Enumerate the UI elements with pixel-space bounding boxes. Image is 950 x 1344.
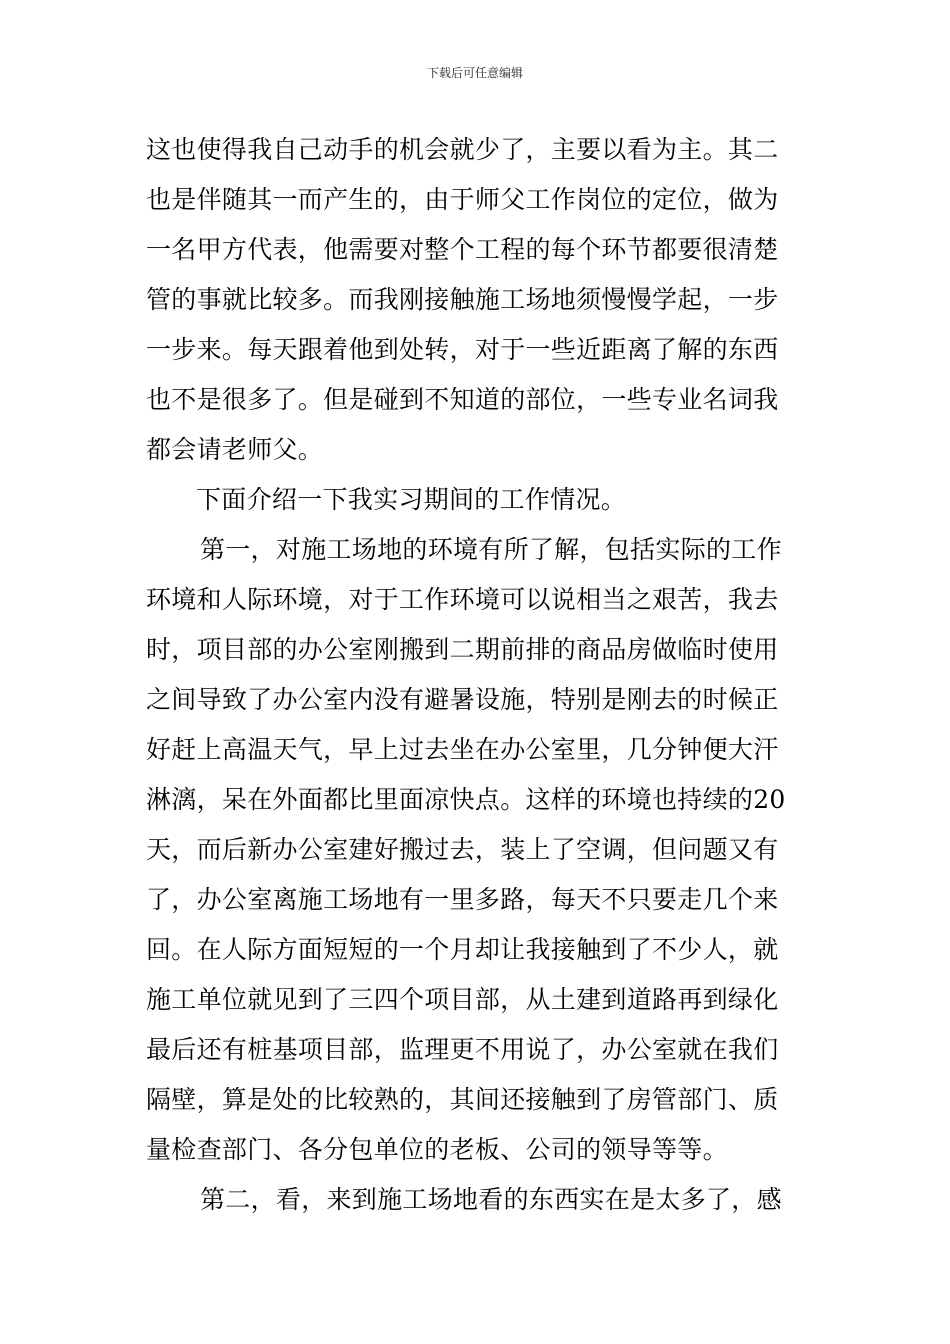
text-line: 隔壁，算是处的比较熟的，其间还接触到了房管部门、质 (146, 1085, 779, 1114)
text-line: 最后还有桩基项目部，监理更不用说了，办公室就在我们 (146, 1035, 779, 1064)
text-line: 施工单位就见到了三四个项目部，从土建到道路再到绿化 (146, 985, 779, 1014)
text-line: 管的事就比较多。而我刚接触施工场地须慢慢学起，一步 (146, 285, 779, 314)
text-line: 回。在人际方面短短的一个月却让我接触到了不少人，就 (146, 935, 779, 964)
text-line: 时，项目部的办公室刚搬到二期前排的商品房做临时使用 (146, 635, 779, 664)
text-line: 第一，对施工场地的环境有所了解，包括实际的工作 (200, 535, 782, 564)
text-line: 环境和人际环境，对于工作环境可以说相当之艰苦，我去 (146, 585, 779, 614)
text-line: 之间导致了办公室内没有避暑设施，特别是刚去的时候正 (146, 685, 779, 714)
text-line: 量检查部门、各分包单位的老板、公司的领导等等。 (146, 1135, 728, 1164)
text-line: 天，而后新办公室建好搬过去，装上了空调，但问题又有 (146, 835, 779, 864)
text-line: 淋漓，呆在外面都比里面凉快点。这样的环境也持续的20 (146, 785, 786, 814)
text-line: 这也使得我自己动手的机会就少了，主要以看为主。其二 (146, 135, 779, 164)
text-line: 了，办公室离施工场地有一里多路，每天不只要走几个来 (146, 885, 779, 914)
text-line: 都会请老师父。 (146, 435, 324, 464)
text-line: 也是伴随其一而产生的，由于师父工作岗位的定位，做为 (146, 185, 779, 214)
text-line: 好赶上高温天气，早上过去坐在办公室里，几分钟便大汗 (146, 735, 779, 764)
text-line: 下面介绍一下我实习期间的工作情况。 (196, 485, 627, 514)
text-line: 也不是很多了。但是碰到不知道的部位，一些专业名词我 (146, 385, 779, 414)
text-line: 一步来。每天跟着他到处转，对于一些近距离了解的东西 (146, 335, 779, 364)
text-line: 一名甲方代表，他需要对整个工程的每个环节都要很清楚 (146, 235, 779, 264)
text-line: 第二，看，来到施工场地看的东西实在是太多了，感 (200, 1185, 782, 1214)
page-header: 下载后可任意编辑 (426, 66, 523, 80)
